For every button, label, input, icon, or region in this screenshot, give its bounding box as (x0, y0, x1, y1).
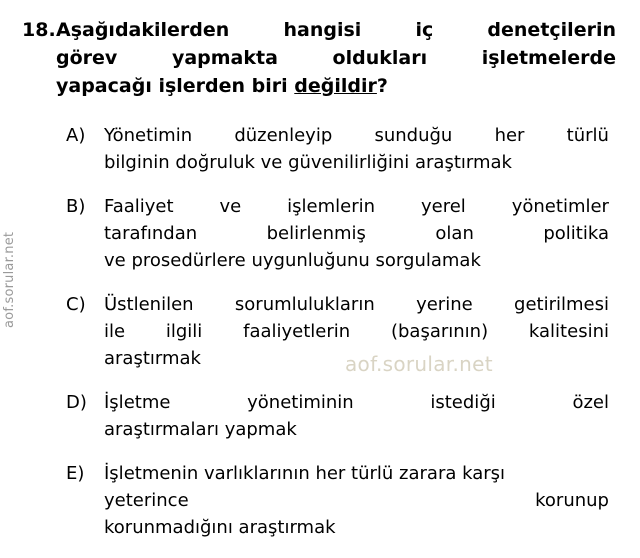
option-word: özel (572, 392, 609, 413)
option-word: tarafından (104, 223, 198, 244)
question-line-2 (56, 44, 616, 72)
center-watermark: aof.sorular.net (345, 352, 493, 376)
option-word: korunup (535, 490, 609, 511)
option-word: yerel (420, 196, 466, 217)
option-line (104, 122, 609, 149)
option-word: yeterince (104, 490, 189, 511)
option-word: her (494, 125, 525, 146)
option-word: faaliyetlerin (243, 321, 351, 342)
options-list (66, 122, 616, 558)
option-text (104, 193, 609, 274)
option-line (104, 389, 609, 416)
option-word: politika (543, 223, 609, 244)
option-text (104, 389, 609, 443)
option-word: Faaliyet (104, 196, 174, 217)
option-word: ile (104, 321, 126, 342)
question-number: 18. (22, 19, 56, 41)
option-line: araştırmak (104, 348, 201, 369)
option-line (104, 291, 609, 318)
option-b[interactable] (66, 193, 616, 274)
question-negation-word: değildir (294, 75, 377, 97)
option-line (104, 220, 609, 247)
question-word: Aşağıdakilerden (56, 19, 230, 41)
option-line (104, 487, 609, 514)
question-word: iç (415, 19, 434, 41)
option-word: kalitesini (528, 321, 609, 342)
option-letter: D) (66, 392, 87, 413)
option-word: işlemlerin (287, 196, 376, 217)
question-word: yapmakta (171, 47, 278, 69)
option-word: ilgili (165, 321, 203, 342)
question-text (56, 16, 616, 100)
option-word: Yönetimin (104, 125, 193, 146)
option-word: istediği (430, 392, 496, 413)
option-word: düzenleyip (234, 125, 333, 146)
option-word: getirilmesi (514, 294, 609, 315)
option-line: araştırmaları yapmak (104, 419, 297, 440)
option-text (104, 122, 609, 176)
option-word: ve (219, 196, 242, 217)
option-letter: C) (66, 294, 86, 315)
option-d[interactable] (66, 389, 616, 443)
question-line-3 (56, 72, 616, 100)
option-e[interactable] (66, 460, 616, 541)
option-line: ve prosedürlere uygunluğunu sorgulamak (104, 250, 481, 271)
question-row (22, 16, 622, 100)
option-a[interactable] (66, 122, 616, 176)
question-line-3-text: yapacağı işlerden biri (56, 75, 295, 97)
option-word: yerine (416, 294, 473, 315)
option-word: belirlenmiş (266, 223, 366, 244)
option-word: türlü (566, 125, 609, 146)
option-line (104, 318, 609, 345)
option-word: sorumlulukların (234, 294, 375, 315)
question-line-3-suffix: ? (376, 75, 388, 97)
question-word: görev (56, 47, 118, 69)
option-word: yönetimler (511, 196, 609, 217)
option-word: olan (435, 223, 474, 244)
option-word: sunduğu (374, 125, 453, 146)
option-line (104, 193, 609, 220)
option-word: İşletme (104, 392, 171, 413)
question-word: işletmelerde (481, 47, 616, 69)
option-line: bilginin doğruluk ve güvenilirliğini araştırmak (104, 152, 512, 173)
option-text (104, 460, 609, 541)
option-word: Üstlenilen (104, 294, 194, 315)
option-word: yönetiminin (247, 392, 354, 413)
question-block (22, 16, 622, 100)
option-line: korunmadığını araştırmak (104, 517, 336, 538)
side-watermark: aof.sorular.net (2, 231, 17, 328)
question-word: hangisi (283, 19, 362, 41)
option-letter: B) (66, 196, 86, 217)
question-word: oldukları (332, 47, 428, 69)
question-word: denetçilerin (487, 19, 616, 41)
option-letter: E) (66, 463, 85, 484)
option-word: (başarının) (390, 321, 489, 342)
option-c[interactable] (66, 291, 616, 372)
question-line-1 (56, 16, 616, 44)
option-letter: A) (66, 125, 86, 146)
option-line: İşletmenin varlıklarının her türlü zarara karşı (104, 463, 506, 484)
